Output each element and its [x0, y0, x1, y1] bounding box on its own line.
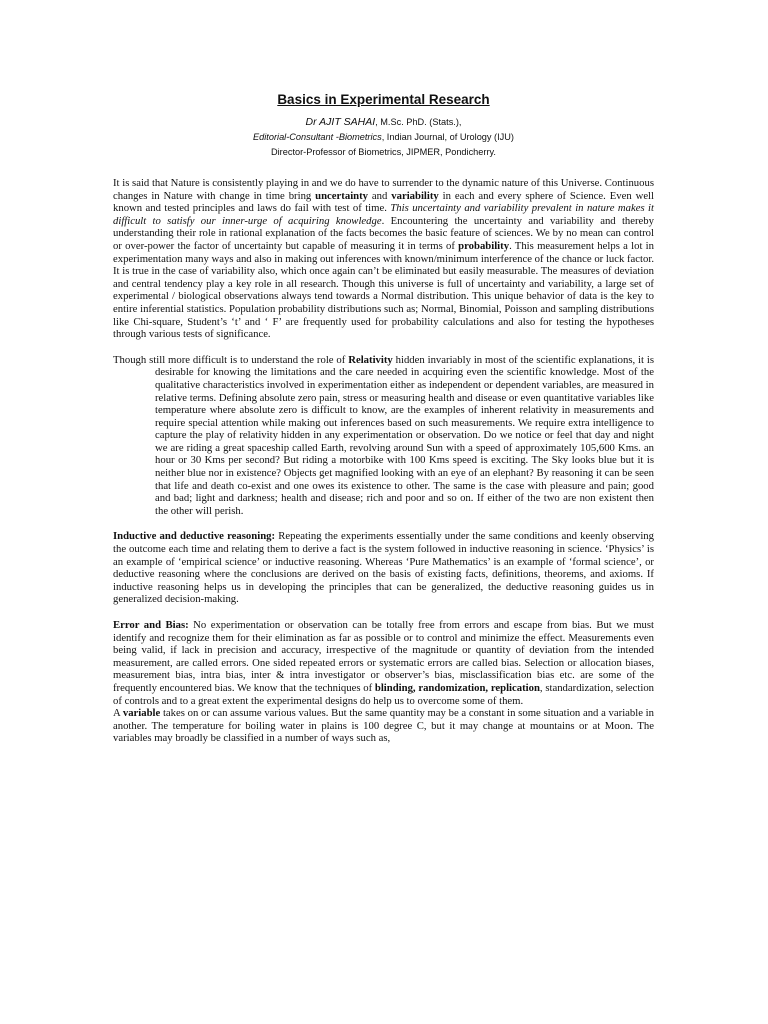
paragraph-error-bias — [113, 619, 654, 707]
text-run: , standardization, selection of controls and to a great extent the experimental designs do help us to overcome some of them. — [113, 681, 655, 707]
text-run: and — [368, 189, 392, 202]
author-role-italic: Editorial-Consultant -Biometrics — [253, 132, 382, 142]
bold-term: Relativity — [348, 353, 393, 366]
paragraph-relativity — [113, 354, 654, 518]
author-role-rest: , Indian Journal, of Urology (IJU) — [381, 132, 514, 142]
text-run: Though still more difficult is to understand the role of — [113, 353, 349, 366]
bold-term: blinding, randomization, replication — [374, 681, 540, 694]
italic-run: This uncertainty and variability prevalent in nature makes it difficult to satisfy our inner-urge of acquiring knowledge — [113, 202, 654, 227]
text-run: A — [113, 707, 123, 720]
bold-term: probability — [458, 239, 510, 252]
author-degrees: , M.Sc. PhD. (Stats.), — [375, 117, 462, 127]
section-heading-error-bias: Error and Bias: — [113, 619, 189, 631]
text-run: No experimentation or observation can be totally free from errors and escape from bias. But we must identify and recognize them for their elimination as far as possible or to control and minimize the effect. Measurements even being valid, if lack in precision and accuracy, irrespective of the magnitude or quantity of deviation from the intended measurement, are called errors. One sided repeated errors or systematic errors are called bias. Selection or allocation biases, measurement bias, intra bias, inter & intra investigator or observer’s bias, misclassification bias etc. are some of the frequently encountered bias. We know that the techniques of — [113, 619, 654, 694]
section-heading-reasoning: Inductive and deductive reasoning: — [113, 530, 276, 543]
author-line — [113, 115, 654, 130]
author-block — [113, 115, 654, 160]
author-name: Dr AJIT SAHAI — [305, 116, 376, 128]
paragraph-uncertainty — [113, 177, 654, 341]
bold-term: variable — [122, 707, 161, 720]
bold-term: uncertainty — [315, 189, 369, 202]
text-run: . This measurement helps a lot in experimentation many ways and also in making out inferences with known/minimum interference of the chance or luck factor. It is true in the case of variability also, which once again can’t be eliminated but easily measurable. The measures of deviation and central tendency play a key role in all research. Though this universe is full of uncertainty and variability, a large set of experimental / biological observations always tend towards a Normal distribution. This unique behavior of data is the key to entire inferential statistics. Population probability distributions such as; Normal, Binomial, Poisson and sampling distributions like Chi-square, Student’s ‘t’ and ‘ F’ are frequently used for probability calculations and also for testing the hypotheses through various tests of significance. — [113, 239, 654, 341]
text-run: It is said that Nature is consistently playing in and we do have to surrender to the dynamic nature of this Universe. Continuous changes in Nature with change in time bring — [113, 177, 654, 202]
text-run: takes on or can assume various values. But the same quantity may be a constant in some situation and a variable in another. The temperature for boiling water in plains is 100 degree C, but it may change at mountains or at Moon. The variables may broadly be classified in a number of ways such as, — [113, 707, 654, 745]
paragraph-variable — [113, 707, 654, 745]
article-body — [113, 177, 654, 745]
author-role-line — [113, 130, 654, 145]
author-affiliation: Director-Professor of Biometrics, JIPMER, Pondicherry. — [271, 147, 496, 157]
text-run: in each and every sphere of Science. Even well known and tested principles and laws do fail with test of time. — [113, 189, 654, 215]
text-run: hidden invariably in most of the scientific explanations, it is desirable for knowing the limitations and the care needed in acquiring even the scientific knowledge. Most of the qualitative characteristics involved in experimentation either as independent or dependent variables, are measured in relative terms. Defining absolute zero pain, stress or measuring health and disease or even quantitative variables like temperature where absolute zero is difficult to know, are the examples of inherent relativity in measurements and require special attention while making out inferences based on such measurements. We require extra intelligence to capture the play of relativity hidden in any experimentation or observation. Do we notice or feel that day and night we are riding a great spaceship called Earth, revolving around Sun with a speed of approximately 105,600 Kms. an hour or 30 Kms per second? But riding a motorbike with 100 Kms speed is exciting. The Sky looks blue but it is neither blue nor in existence? Objects get magnified looking with an eye of an elephant? By reasoning it can be seen that life and death co-exist and one owes its existence to other. The same is the case with pleasure and pain; good and bad; light and darkness; health and disease; rich and poor and so on. If either of the two are non existent then the other will perish. — [155, 353, 655, 517]
bold-term: variability — [391, 189, 439, 202]
text-run: Repeating the experiments essentially under the same conditions and keenly observing the outcome each time and relating them to derive a fact is the system followed in inductive reasoning in science. ‘Physics’ is an example of ‘empirical science’ or inductive reasoning. Whereas ‘Pure Mathematics’ is an example of ‘formal science’, or deductive reasoning where the conclusions are derived on the basis of existing facts, definitions, theorems, and axioms. If inductive reasoning helps us in developing the principles that can be generalized, the deductive reasoning guides us in generalized decision-making. — [113, 530, 654, 606]
paragraph-reasoning — [113, 530, 654, 606]
document-title: Basics in Experimental Research — [277, 92, 490, 107]
text-run: . Encountering the uncertainty and variability and thereby understanding their role in rational explanation of the facts becomes the basic feature of sciences. We by no mean can control or over-power the factor of uncertainty but capable of measuring it in terms of — [113, 214, 654, 252]
